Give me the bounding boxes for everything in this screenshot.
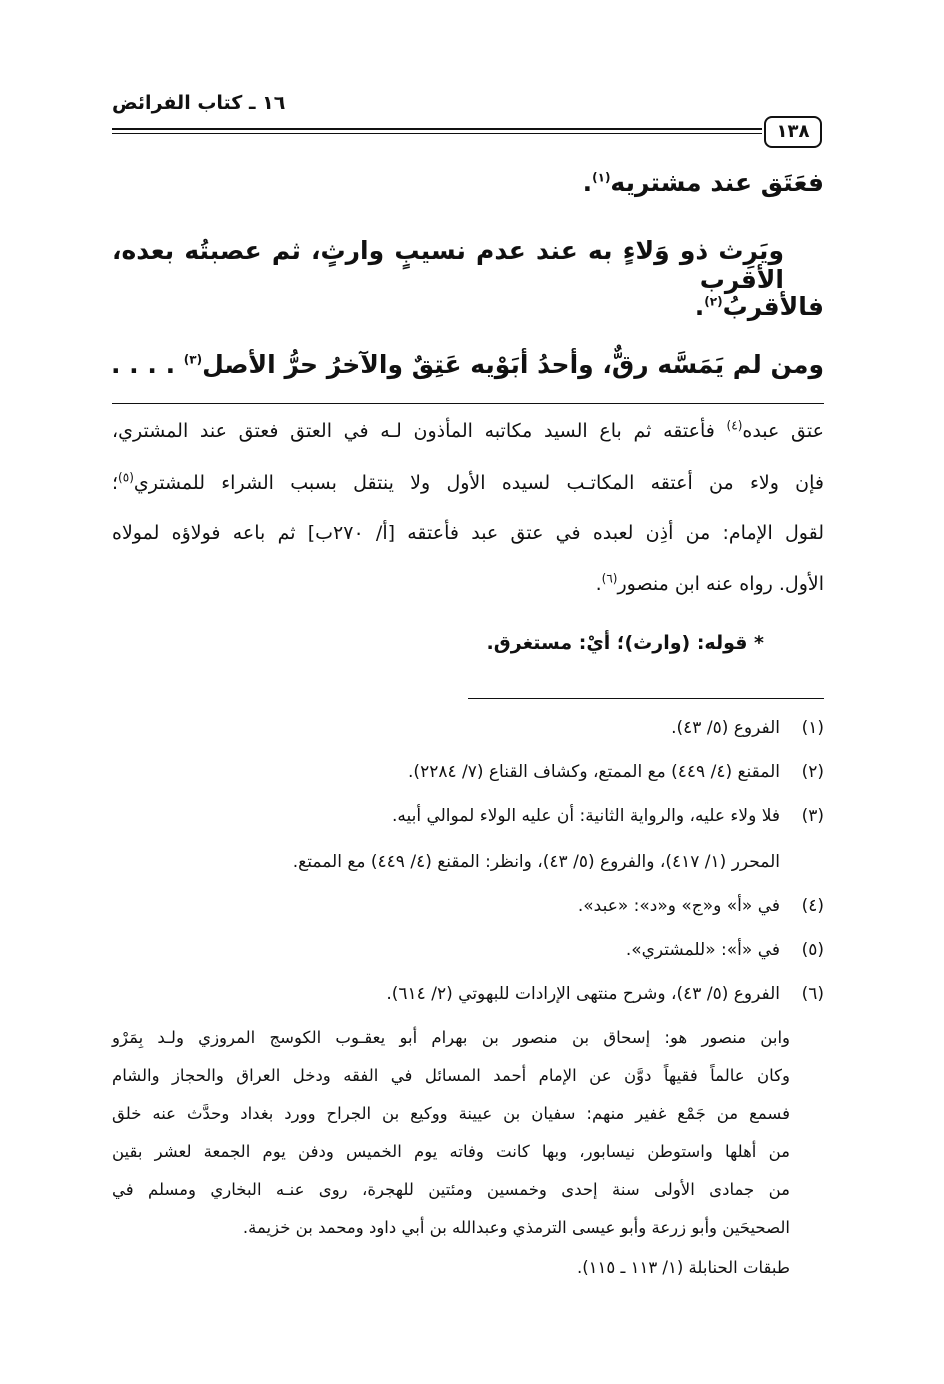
commentary-line-4: [112, 573, 824, 595]
running-header-title: ١٦ ـ كتاب الفرائض: [112, 92, 286, 114]
main-text-line-1: [112, 168, 824, 197]
main-text-line-4: [112, 350, 824, 379]
footnote-number: (٥): [801, 940, 824, 960]
bio-line-2: وكان عالماً فقيهاً دوَّن عن الإمام أحمد المسائل في الفقه ودخل العراق والحجاز والشام: [112, 1066, 790, 1085]
bio-line-6: الصحيحَين وأبو زرعة وأبو عيسى الترمذي وعبدالله بن أبي داود ومحمد بن خزيمة.: [242, 1218, 790, 1237]
bio-line-5: من جمادى الأولى سنة إحدى وخمسين ومئتين للهجرة، روى عنـه البخاري ومسلم في: [112, 1180, 790, 1199]
footnote-number: (٢): [801, 762, 824, 782]
footnote-4: [112, 896, 824, 916]
main-text: ويَرِث ذو وَلاءٍ به عند عدم نسيبٍ وارثٍ، ثم عصبتُه بعده، الأقرب: [112, 236, 784, 294]
footnote-text: الفروع (٥/ ٤٣).: [671, 718, 780, 738]
footnote-number: (٦): [801, 984, 824, 1004]
bio-line-4: من أهلها واستوطن نيسابور، وبها كانت وفاته يوم الخميس ودفن يوم الجمعة لعشر بقين: [112, 1142, 790, 1161]
footnote-text: المقنع (٤/ ٤٤٩) مع الممتع، وكشاف القناع (٧/ ٢٢٨٤).: [408, 762, 780, 782]
commentary-line-2: [112, 472, 824, 494]
header-rule-thin: [112, 133, 762, 134]
header-rule: [112, 128, 762, 130]
commentary-text: لقول الإمام: من أذِن لعبده في عتق عبد فأعتقه [أ/ ٢٧٠ب] ثم باعه فولاؤه لمولاه: [112, 522, 825, 544]
commentary-line-1: [112, 420, 824, 442]
footnote-ref: (٤): [726, 418, 743, 433]
bio-line-1: وابن منصور هو: إسحاق بن منصور بن بهرام أبو يعقـوب الكوسج المروزي ولـد بِمَرْو: [112, 1028, 790, 1047]
commentary-text: الأول. رواه عنه ابن منصور: [617, 573, 824, 595]
page-number: ١٣٨: [764, 116, 822, 148]
main-text-divider: [112, 403, 824, 404]
commentary-gloss: * قوله: (وارث)؛ أيْ: مستغرق.: [486, 632, 764, 654]
commentary-line-5: [112, 632, 824, 654]
footnote-number: (٤): [801, 896, 824, 916]
footnote-ref: (٥): [118, 470, 134, 485]
footnote-text: الفروع (٥/ ٤٣)، وشرح منتهى الإرادات للبهوتي (٢/ ٦١٤).: [386, 984, 780, 1004]
main-text: فالأقربُ: [722, 292, 824, 321]
footnote-text: فلا ولاء عليه، والرواية الثانية: أن عليه الولاء لموالي أبيه.: [391, 806, 780, 826]
footnote-5: [112, 940, 824, 960]
punctuation: ؛: [112, 472, 119, 494]
footnote-2: [112, 762, 824, 782]
main-text-line-2: [112, 236, 824, 294]
footnote-ref: (٦): [601, 571, 618, 586]
punctuation: .: [582, 168, 593, 197]
bio-line-3: فسمع من جَمْع غفير منهم: سفيان بن عيينة ووكيع بن الجراح وورد بغداد وحدَّث عنه خلق: [112, 1104, 790, 1123]
commentary-line-3: [112, 522, 824, 544]
footnote-number: (١): [801, 718, 824, 738]
footnote-number: (٣): [801, 806, 824, 826]
footnote-ref: (١): [592, 170, 611, 185]
main-text: ومن لم يَمَسَّه رقٌّ، وأحدُ أبَوْيه عَتِقٌ والآخرُ حرُّ الأصل: [202, 350, 824, 379]
footnote-6: [112, 984, 824, 1004]
footnote-text: في «أ» و«ج» و«د»: «عبد».: [577, 896, 780, 916]
footnote-3-continued: [112, 852, 824, 872]
footnote-text: في «أ»: «للمشتري».: [625, 940, 780, 960]
footnote-ref: (٢): [704, 294, 723, 309]
punctuation: .: [595, 573, 602, 595]
footnote-ref: (٣): [183, 352, 203, 367]
punctuation: .: [694, 292, 705, 321]
commentary-text: فإن ولاء من أعتقه المكاتـب لسيده الأول ولا ينتقل بسبب الشراء للمشتري: [133, 472, 824, 494]
main-text-line-3: [112, 292, 824, 321]
bio-source: طبقات الحنابلة (١/ ١١٣ ـ ١١٥).: [576, 1258, 790, 1277]
footnote-3: [112, 806, 824, 826]
ellipsis: . . . .: [110, 350, 184, 379]
footnote-divider: [468, 698, 824, 699]
commentary-text: فأعتقه ثم باع السيد مكاتبه المأذون لـه في العتق فعتق عند المشتري،: [112, 420, 727, 442]
footnote-text: المحرر (١/ ٤١٧)، والفروع (٥/ ٤٣)، وانظر: المقنع (٤/ ٤٤٩) مع الممتع.: [292, 852, 780, 872]
footnote-1: [112, 718, 824, 738]
commentary-text: عتق عبده: [742, 420, 824, 442]
main-text: فعَتَق عند مشتريه: [610, 168, 824, 197]
